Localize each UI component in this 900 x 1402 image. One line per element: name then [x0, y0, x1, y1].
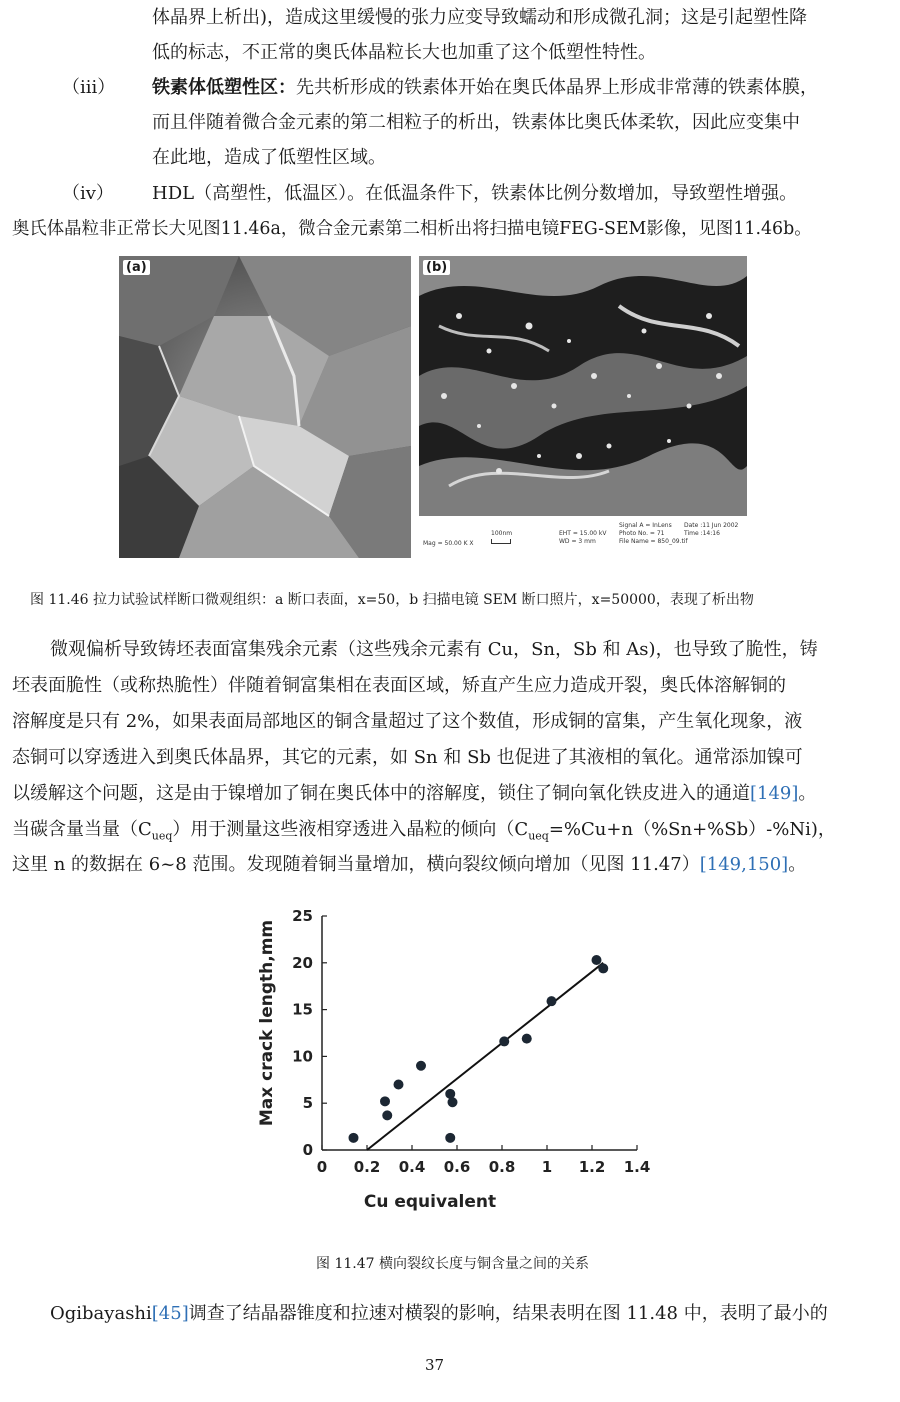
sem-fracture-photo	[419, 256, 747, 558]
x-tick-label: 0.2	[353, 1158, 381, 1176]
citation-link[interactable]: [149]	[750, 783, 799, 804]
y-tick-label: 5	[302, 1094, 313, 1113]
x-tick-label: 0.4	[398, 1158, 426, 1176]
trend-line	[367, 963, 603, 1150]
data-point	[380, 1096, 390, 1106]
text-line: 坯表面脆性（或称热脆性）伴随着铜富集相在表面区域，矫直产生应力造成开裂，奥氏体溶解铜的	[12, 675, 786, 696]
data-point	[382, 1110, 392, 1120]
text-span: =%Cu+n（%Sn+%Sb）-%Ni)，	[548, 819, 836, 840]
text-line: 奥氏体晶粒非正常长大见图11.46a，微合金元素第二相析出将扫描电镜FEG-SEM影像，见图11.46b。	[12, 219, 812, 239]
data-point	[445, 1133, 455, 1143]
data-point	[416, 1061, 426, 1071]
y-axis-label: Max crack length,mm	[257, 919, 277, 1127]
text-line	[12, 853, 806, 877]
text-line: 在此地，造成了低塑性区域。	[152, 147, 386, 168]
sem-photo-no: Photo No. = 71	[619, 530, 665, 537]
y-tick-label: 10	[292, 1047, 313, 1066]
data-point	[499, 1036, 509, 1046]
text-span: 这里 n 的数据在 6~8 范围。发现随着铜当量增加，横向裂纹倾向增加（见图 11.47）	[12, 854, 700, 875]
sem-wd: WD = 3 mm	[559, 538, 596, 545]
x-tick-label: 1.2	[578, 1158, 606, 1176]
text-line	[12, 782, 816, 806]
list-marker: （iii）	[62, 77, 116, 98]
text-line	[12, 818, 836, 849]
sem-fracture-image	[419, 256, 747, 516]
data-point	[598, 963, 608, 973]
author-name: Ogibayashi	[50, 1303, 152, 1324]
data-point	[592, 955, 602, 965]
text-span: 调查了结晶器锥度和拉速对横裂的影响，结果表明在图 11.48 中，表明了最小的	[188, 1303, 828, 1324]
text-line: 而且伴随着微合金元素的第二相粒子的析出，铁素体比奥氏体柔软，因此应变集中	[152, 112, 800, 133]
subscript: ueq	[528, 829, 549, 843]
text-line	[50, 1302, 828, 1326]
fracture-surface-image	[119, 256, 411, 558]
panel-label-a: (a)	[123, 260, 150, 275]
data-point	[522, 1034, 532, 1044]
crack-length-chart	[240, 895, 660, 1225]
text-line: 态铜可以穿透进入到奥氏体晶界，其它的元素，如 Sn 和 Sb 也促进了其液相的氧化。通常添加镍可	[12, 747, 803, 768]
panel-label-b: (b)	[423, 260, 450, 275]
sem-scale: 100nm	[491, 530, 513, 537]
text-span: 。	[788, 854, 807, 875]
text-line: 微观偏析导致铸坯表面富集残余元素（这些残余元素有 Cu，Sn，Sb 和 As)，也导致了脆性，铸	[50, 639, 818, 660]
sem-file-name: File Name = 850_09.tif	[619, 538, 688, 545]
x-axis-label: Cu equivalent	[363, 1192, 497, 1212]
citation-link[interactable]: [45]	[151, 1303, 189, 1324]
y-tick-label: 20	[292, 953, 313, 972]
x-tick-label: 1.4	[623, 1158, 651, 1176]
text-line: 体晶界上析出)，造成这里缓慢的张力应变导致蠕动和形成微孔洞；这是引起塑性降	[152, 7, 808, 28]
fracture-surface-photo	[119, 256, 411, 558]
text-span: 当碳含量当量（C	[12, 819, 152, 840]
x-tick-label: 0	[316, 1158, 328, 1176]
data-point	[394, 1079, 404, 1089]
figure-caption: 图 11.46 拉力试验试样断口微观组织：a 断口表面，x=50，b 扫描电镜 SEM 断口照片，x=50000，表现了析出物	[30, 592, 754, 608]
list-item-text: HDL（高塑性，低温区）。在低温条件下，铁素体比例分数增加，导致塑性增强。	[152, 183, 798, 204]
y-tick-label: 15	[292, 1000, 313, 1019]
list-item-text	[152, 76, 818, 100]
sem-date: Date :11 Jun 2002	[684, 522, 739, 529]
chart-axes	[292, 907, 650, 1176]
y-tick-label: 0	[302, 1141, 313, 1159]
sem-signal: Signal A = InLens	[619, 522, 672, 529]
figure-caption: 图 11.47 横向裂纹长度与铜含量之间的关系	[316, 1256, 589, 1272]
page-number: 37	[425, 1356, 445, 1374]
data-point	[445, 1089, 455, 1099]
list-item-title: 铁素体低塑性区：	[152, 77, 296, 98]
sem-mag: Mag = 50.00 K X	[423, 540, 474, 547]
list-marker: （iv）	[62, 183, 114, 204]
text-span: 。	[798, 783, 817, 804]
text-span: ）用于测量这些液相穿透进入晶粒的倾向（C	[172, 819, 529, 840]
x-tick-label: 0.8	[488, 1158, 516, 1176]
sem-info-bar	[419, 516, 747, 558]
sem-time: Time :14:16	[684, 530, 720, 537]
subscript: ueq	[151, 829, 173, 843]
data-point	[547, 996, 557, 1006]
y-tick-label: 25	[292, 907, 313, 925]
text-span: 以缓解这个问题，这是由于镍增加了铜在奥氏体中的溶解度，锁住了铜向氧化铁皮进入的通道	[12, 783, 750, 804]
x-tick-label: 0.6	[443, 1158, 471, 1176]
x-tick-label: 1	[541, 1158, 553, 1176]
scale-bar	[491, 539, 511, 544]
data-point	[349, 1133, 359, 1143]
chart-points	[349, 955, 609, 1150]
data-point	[448, 1097, 458, 1107]
text-line: 溶解度是只有 2%，如果表面局部地区的铜含量超过了这个数值，形成铜的富集，产生氧化现象，液	[12, 711, 803, 732]
text-line: 低的标志，不正常的奥氏体晶粒长大也加重了这个低塑性特性。	[152, 42, 656, 63]
citation-link[interactable]: [149,150]	[699, 854, 789, 875]
sem-eht: EHT = 15.00 kV	[559, 530, 607, 537]
list-item-body: 先共析形成的铁素体开始在奥氏体晶界上形成非常薄的铁素体膜，	[296, 77, 818, 98]
